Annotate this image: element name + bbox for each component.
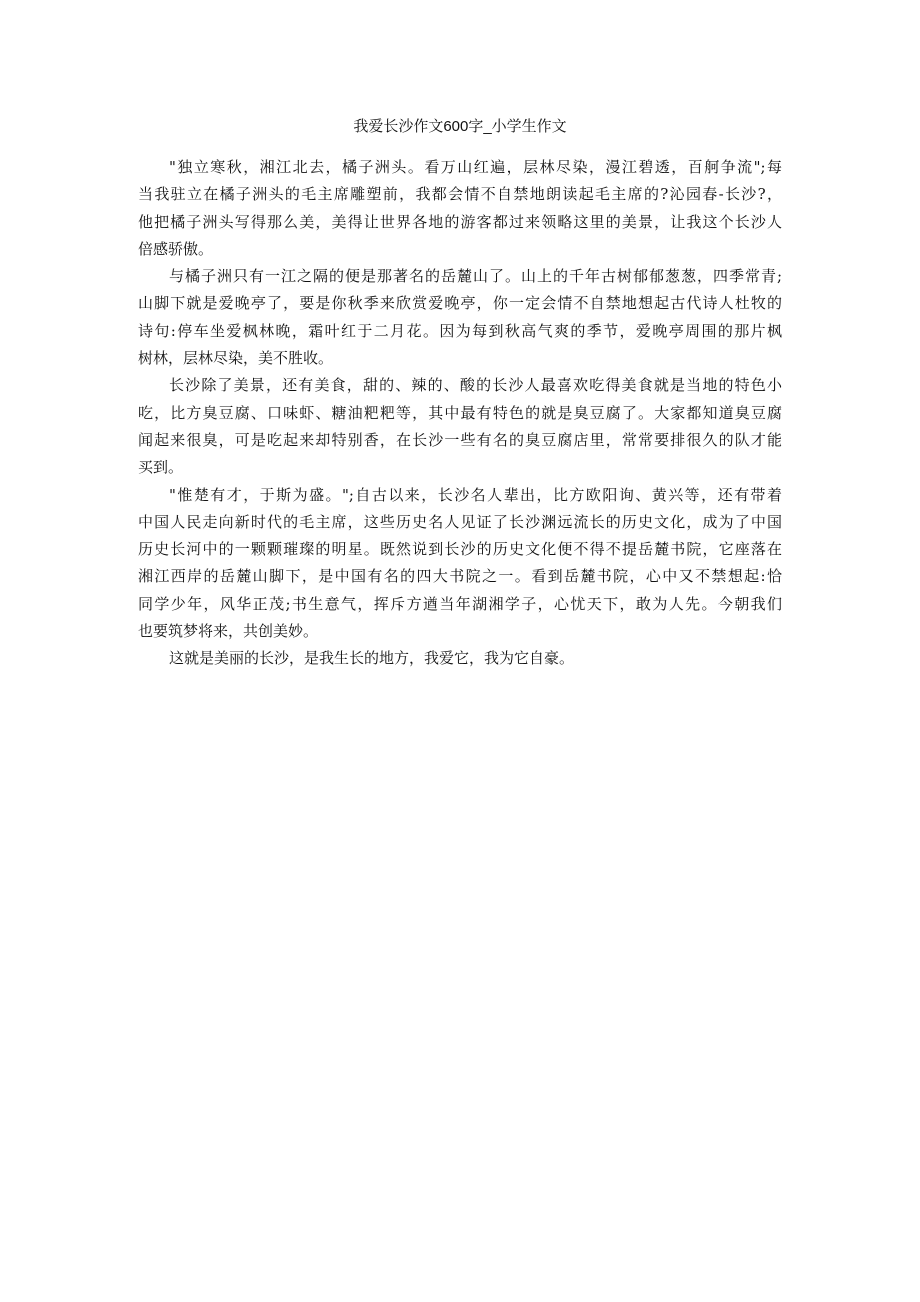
paragraph-line: 当我驻立在橘子洲头的毛主席雕塑前，我都会情不自禁地朗读起毛主席的?沁园春-长沙?，	[138, 185, 782, 204]
paragraph-line: 买到。	[138, 458, 184, 477]
paragraph-line: 长沙除了美景，还有美食，甜的、辣的、酸的长沙人最喜欢吃得美食就是当地的特色小	[169, 376, 782, 395]
paragraph-line: 中国人民走向新时代的毛主席，这些历史名人见证了长沙渊远流长的历史文化，成为了中国	[138, 512, 782, 531]
paragraph-line: 山脚下就是爱晚亭了，要是你秋季来欣赏爱晚亭，你一定会情不自禁地想起古代诗人杜牧的	[138, 294, 782, 313]
paragraph-line: 同学少年，风华正茂;书生意气，挥斥方遒当年湖湘学子，心忧天下，敢为人先。今朝我们	[138, 594, 782, 613]
paragraph	[138, 645, 782, 672]
paragraph-line: 他把橘子洲头写得那么美，美得让世界各地的游客都过来领略这里的美景，让我这个长沙人	[138, 212, 782, 231]
paragraph-line: 历史长河中的一颗颗璀璨的明星。既然说到长沙的历史文化便不得不提岳麓书院，它座落在	[138, 540, 782, 559]
paragraph-line: 也要筑梦将来，共创美妙。	[138, 622, 319, 641]
paragraph-line: "惟楚有才，于斯为盛。";自古以来，长沙名人辈出，比方欧阳询、黄兴等，还有带着	[169, 485, 782, 504]
paragraph-line: 树林，层林尽染，美不胜收。	[138, 349, 334, 368]
paragraph-line: 闻起来很臭，可是吃起来却特别香，在长沙一些有名的臭豆腐店里，常常要排很久的队才能	[138, 430, 782, 449]
paragraph	[138, 263, 782, 372]
paragraph-line: 湘江西岸的岳麓山脚下，是中国有名的四大书院之一。看到岳麓书院，心中又不禁想起:恰	[138, 567, 782, 586]
paragraph	[138, 154, 782, 263]
paragraph-line: 诗句:停车坐爱枫林晚，霜叶红于二月花。因为每到秋高气爽的季节，爱晚亭周围的那片枫	[138, 321, 782, 340]
paragraph-line: 与橘子洲只有一江之隔的便是那著名的岳麓山了。山上的千年古树郁郁葱葱，四季常青;	[169, 267, 782, 286]
paragraph	[138, 372, 782, 481]
document-body	[138, 154, 782, 673]
paragraph-line: 这就是美丽的长沙，是我生长的地方，我爱它，我为它自豪。	[169, 649, 575, 668]
document-title: 我爱长沙作文600字_小学生作文	[353, 118, 567, 135]
paragraph	[138, 482, 782, 646]
paragraph-line: 吃，比方臭豆腐、口味虾、糖油粑粑等，其中最有特色的就是臭豆腐了。大家都知道臭豆腐	[138, 403, 782, 422]
paragraph-line: 倍感骄傲。	[138, 239, 214, 258]
paragraph-line: "独立寒秋，湘江北去，橘子洲头。看万山红遍，层林尽染，漫江碧透，百舸争流";每	[169, 158, 782, 176]
